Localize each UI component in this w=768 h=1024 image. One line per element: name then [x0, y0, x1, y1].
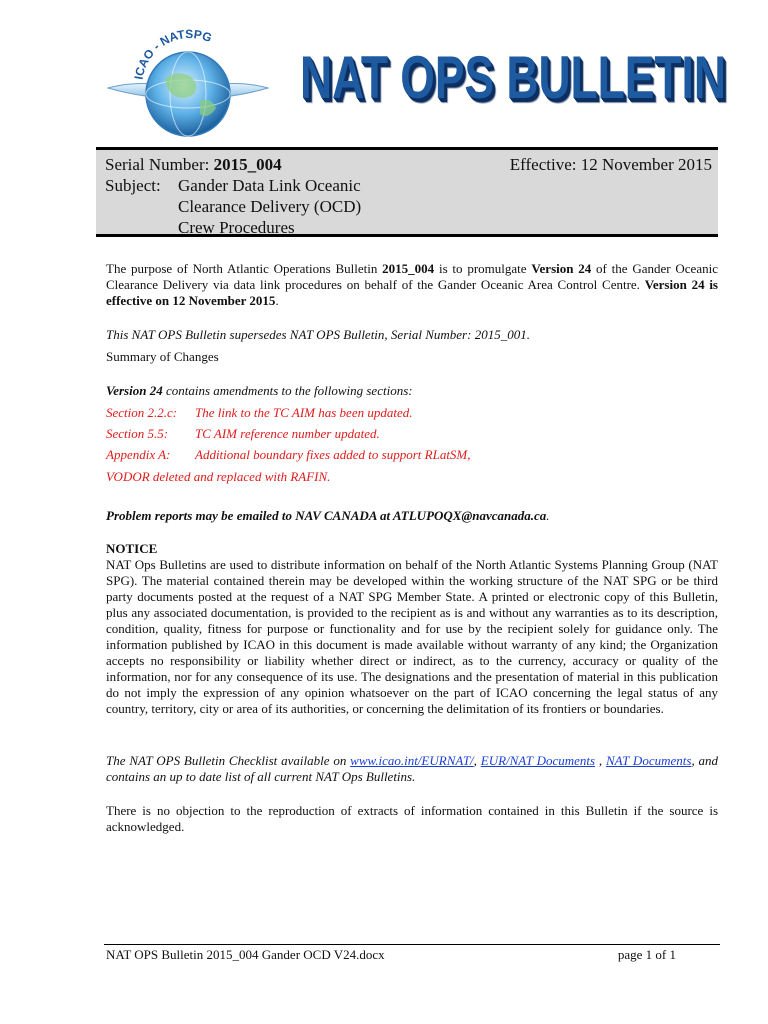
serial-header-box: [96, 147, 718, 237]
change-item: [106, 405, 412, 421]
serial-number: [105, 154, 282, 175]
footer-filename: NAT OPS Bulletin 2015_004 Gander OCD V24.docx: [106, 947, 385, 962]
purpose-paragraph: [106, 261, 718, 309]
icao-natspg-logo: [104, 28, 272, 144]
page-number: page 1 of 1: [617, 947, 676, 962]
problem-reports-text: Problem reports may be emailed to NAV CANADA at ATLUPOQX@navcanada.ca: [106, 508, 547, 523]
subject-line: Gander Data Link Oceanic: [178, 176, 361, 195]
purpose-text: of the Gander Oceanic Clearance Delivery via data link procedures on behalf of the Gander Oceanic Area Control Centre.: [106, 261, 718, 292]
footer-rule: [104, 944, 720, 945]
subject-line: Clearance Delivery (OCD): [178, 197, 362, 216]
version-number: Version 24: [531, 261, 592, 276]
logo-text: ICAO - NATSPG: [131, 28, 214, 81]
effective-statement: Version 24 is effective on 12 November 2015: [106, 277, 718, 308]
purpose-text: .: [275, 293, 279, 308]
change-continuation: VODOR deleted and replaced with RAFIN.: [106, 469, 331, 484]
subject-text: [178, 175, 478, 238]
bulletin-title: NAT OPS BULLETIN: [300, 44, 726, 111]
change-label: Section 5.5:: [106, 426, 169, 441]
subject-label: Subject:: [105, 176, 161, 195]
notice-body: NAT Ops Bulletins are used to distribute information on behalf of the North Atlantic Systems Planning Group (NAT SPG). The material contained therein may be developed within the working structure of the NAT SPG or be third party documents posted at the request of a NAT SPG Member State. A printed or electronic copy of this Bulletin, plus any associated documentation, is provided to the recipient as is and without any warranties as to its description, condition, quality, fitness for purpose or functionality and for use by the recipient solely for guidance only. The information published by ICAO in this document is made available without warranty of any kind; the Organization accepts no responsibility or liability whether direct or indirect, as to the currency, accuracy or quality of the information, nor for any consequence of its use. The designations and the presentation of material in this publication do not imply the expression of any opinion whatsoever on the part of ICAO concerning the legal status of any country, territory, city or area of its authorities, or concerning the delimitation of its frontiers or boundaries.: [106, 557, 718, 716]
amend-text: contains amendments to the following sections:: [162, 383, 413, 398]
eurnat-link[interactable]: www.icao.int/EURNAT/: [350, 753, 474, 768]
change-item: [106, 447, 471, 463]
checklist-text: The NAT OPS Bulletin Checklist available on: [106, 753, 351, 768]
change-item: [106, 426, 380, 442]
effective-date: Effective: 12 November 2015: [509, 155, 712, 174]
eur-nat-documents-link[interactable]: EUR/NAT Documents: [480, 753, 596, 768]
amend-version: Version 24: [106, 383, 163, 398]
amendments-intro: [106, 383, 718, 399]
serial-value: 2015_004: [213, 155, 282, 174]
problem-reports-end: .: [546, 508, 550, 523]
bulletin-number: 2015_004: [382, 261, 435, 276]
nat-documents-link[interactable]: NAT Documents: [605, 753, 692, 768]
supersedes-note: This NAT OPS Bulletin supersedes NAT OPS Bulletin, Serial Number: 2015_001.: [106, 327, 530, 342]
checklist-paragraph: [106, 753, 718, 785]
checklist-text: ,: [473, 753, 481, 768]
change-text: The link to the TC AIM has been updated.: [195, 405, 413, 420]
checklist-text: , and contains an up to date list of all current NAT Ops Bulletins.: [106, 753, 719, 784]
reproduction-note: There is no objection to the reproduction of extracts of information contained in this Bulletin if the source is acknowledged.: [106, 803, 718, 834]
problem-reports: [106, 508, 718, 524]
purpose-text: is to promulgate: [434, 261, 532, 276]
change-label: Appendix A:: [106, 447, 171, 462]
change-text: TC AIM reference number updated.: [195, 426, 380, 441]
notice-heading: NOTICE: [106, 541, 158, 556]
change-label: Section 2.2.c:: [106, 405, 178, 420]
notice-section: [106, 541, 718, 717]
serial-label: Serial Number:: [105, 155, 210, 174]
checklist-text: ,: [595, 753, 606, 768]
purpose-text: The purpose of North Atlantic Operations Bulletin: [106, 261, 383, 276]
change-text: Additional boundary fixes added to support RLatSM,: [195, 447, 471, 462]
subject-line: Crew Procedures: [178, 218, 295, 237]
summary-of-changes-heading: Summary of Changes: [106, 349, 219, 364]
